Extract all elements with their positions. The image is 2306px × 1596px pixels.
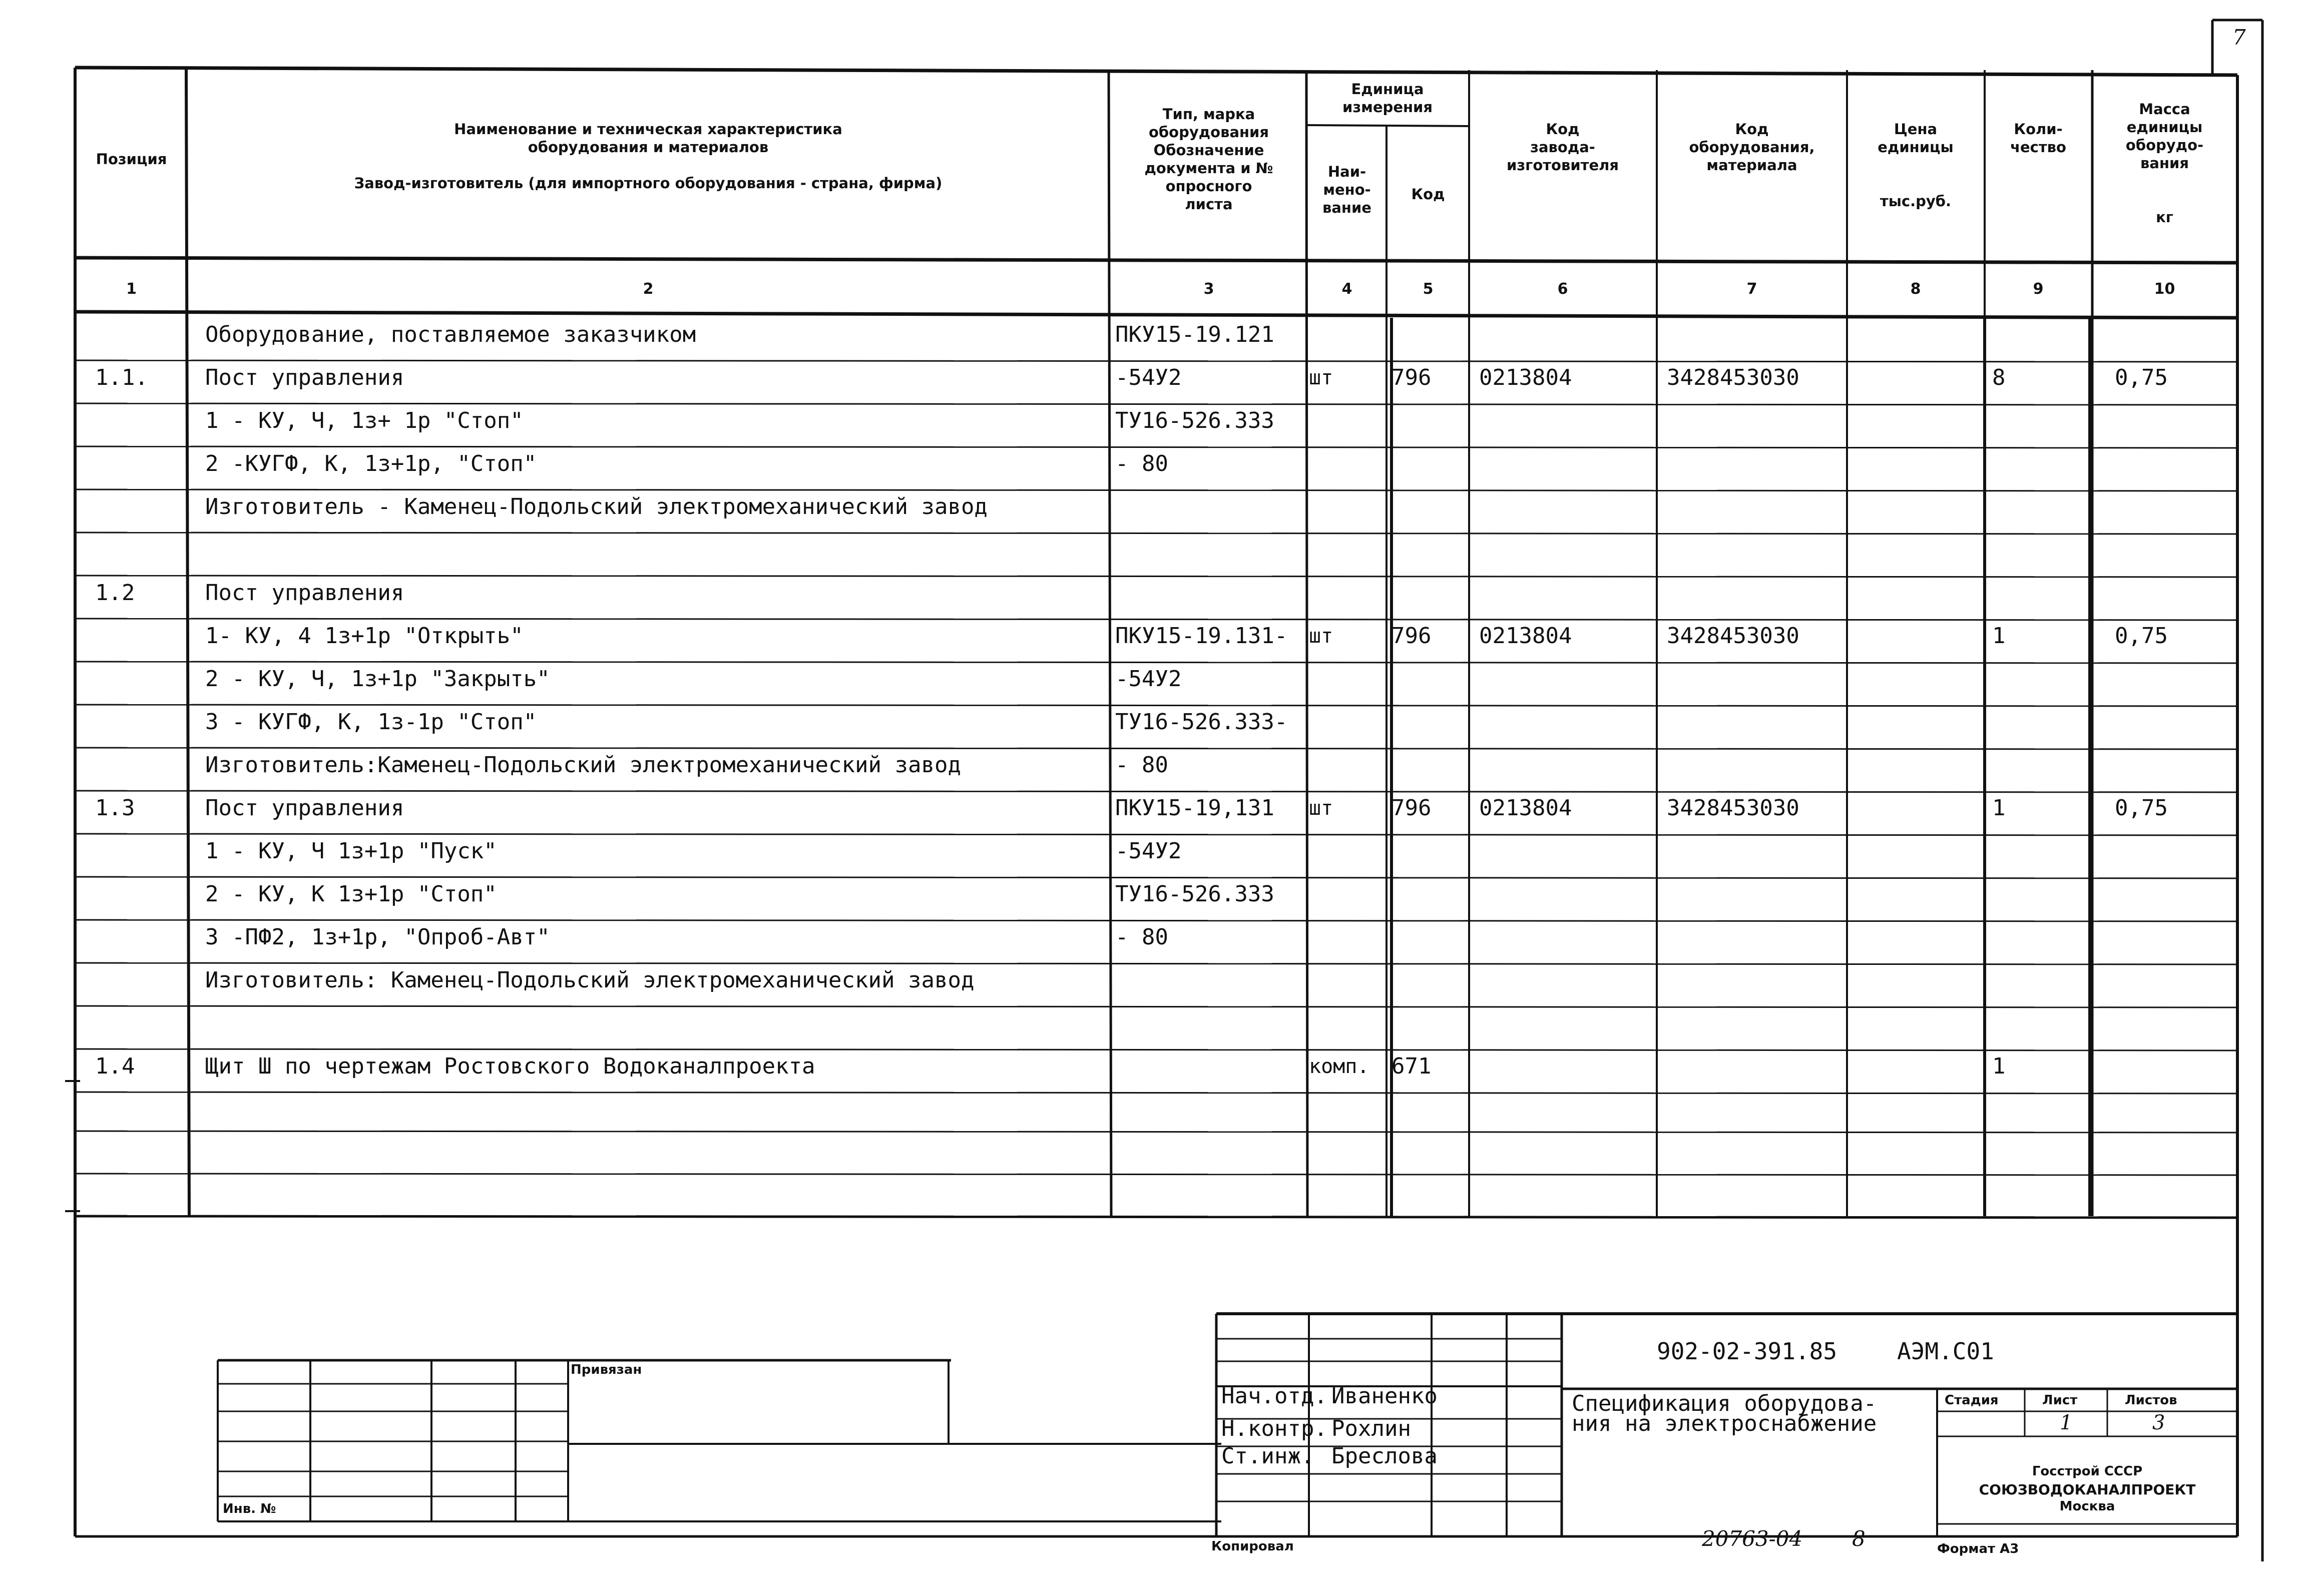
cell-factory-code: 0213804	[1479, 795, 1572, 821]
inventory-stamp: 20763-04	[1702, 1526, 1803, 1551]
cell-type: -54У2	[1115, 366, 1182, 390]
header-price: Цена единицы тыс.руб.	[1878, 121, 1954, 210]
cell-name: 2 - КУ, Ч, 1з+1р "Закрыть"	[205, 666, 550, 692]
cell-unit-code: 671	[1392, 1053, 1432, 1079]
organization-line2: СОЮЗВОДОКАНАЛПРОЕКТ	[1979, 1481, 2196, 1498]
column-number: 8	[1910, 280, 1921, 298]
cell-type: ТУ16-526.333-	[1115, 710, 1288, 734]
cell-unit-name: комп.	[1309, 1055, 1369, 1078]
cell-type: ПКУ15-19.131-	[1115, 624, 1288, 648]
cell-name: Изготовитель:Каменец-Подольский электромеханический завод	[205, 752, 961, 778]
format-label: Формат А3	[1937, 1541, 2019, 1556]
cell-type: ТУ16-526.333	[1115, 882, 1274, 906]
cell-unit-name: шт	[1309, 366, 1333, 389]
cell-name: Пост управления	[205, 365, 404, 390]
cell-type: - 80	[1115, 925, 1168, 949]
column-number: 4	[1341, 280, 1352, 298]
cell-name: Пост управления	[205, 795, 404, 821]
cell-quantity: 8	[1992, 365, 2006, 390]
document-code: 902-02-391.85	[1657, 1338, 1837, 1365]
header-equipment-code: Код оборудования, материала	[1689, 121, 1815, 174]
copied-by-label: Копировал	[1211, 1539, 1294, 1554]
cell-type: - 80	[1115, 753, 1168, 777]
cell-mass: 0,75	[2115, 365, 2168, 390]
column-number: 2	[643, 280, 654, 298]
column-number: 3	[1203, 280, 1214, 298]
stage-label: Стадия	[1945, 1393, 1999, 1408]
header-position: Позиция	[96, 151, 167, 168]
attached-label: Привязан	[571, 1362, 642, 1377]
header-quantity: Коли- чество	[2010, 121, 2066, 156]
sheet-label: Лист	[2042, 1393, 2078, 1408]
document-title-line2: ния на электроснабжение	[1572, 1411, 1877, 1436]
cell-name: Пост управления	[205, 580, 404, 606]
cell-type: ТУ16-526.333	[1115, 409, 1274, 433]
cell-type: -54У2	[1115, 667, 1182, 691]
cell-factory-code: 0213804	[1479, 623, 1572, 649]
header-name: Наименование и техническая характеристика оборудования и материалов Завод-изготовитель (для импортного оборудования - страна, фирма)	[354, 121, 943, 192]
cell-name: 2 - КУ, К 1з+1р "Стоп"	[205, 881, 497, 907]
cell-name: Изготовитель: Каменец-Подольский электромеханический завод	[205, 967, 975, 993]
cell-equipment-code: 3428453030	[1667, 623, 1799, 649]
sheets-total: 3	[2152, 1411, 2165, 1434]
column-number: 7	[1746, 280, 1757, 298]
inventory-stamp-suffix: 8	[1852, 1526, 1866, 1551]
cell-name: 1- КУ, 4 1з+1р "Открыть"	[205, 623, 524, 649]
sheet-number: 1	[2060, 1411, 2073, 1434]
header-mass: Масса единицы оборудо- вания кг	[2125, 101, 2204, 226]
document-mark: АЭМ.С01	[1897, 1338, 1994, 1365]
cell-mass: 0,75	[2115, 795, 2168, 821]
header-unit-name: Наи- мено- вание	[1322, 163, 1371, 216]
cell-equipment-code: 3428453030	[1667, 365, 1799, 390]
signature-role: Нач.отд.	[1221, 1383, 1327, 1409]
cell-position: 1.4	[95, 1053, 135, 1079]
cell-unit-code: 796	[1392, 795, 1432, 821]
cell-position: 1.2	[95, 580, 135, 606]
header-type: Тип, марка оборудования Обозначение документа и № опросного листа	[1144, 106, 1273, 213]
column-number: 10	[2154, 280, 2175, 298]
inventory-number-label: Инв. №	[223, 1501, 276, 1516]
cell-unit-code: 796	[1392, 365, 1432, 390]
cell-type: ПКУ15-19,131	[1115, 796, 1274, 820]
cell-type: ПКУ15-19.121	[1115, 323, 1274, 347]
column-number: 9	[2033, 280, 2044, 298]
signature-role: Ст.инж.	[1221, 1443, 1314, 1469]
cell-equipment-code: 3428453030	[1667, 795, 1799, 821]
signature-name: Рохлин	[1331, 1416, 1411, 1441]
cell-name: Щит Ш по чертежам Ростовского Водоканалпроекта	[205, 1053, 815, 1079]
organization-line1: Госстрой СССР	[2032, 1464, 2143, 1479]
cell-name: 3 - КУГФ, К, 1з-1р "Стоп"	[205, 709, 537, 735]
cell-name: 2 -КУГФ, К, 1з+1р, "Стоп"	[205, 451, 537, 476]
cell-name: 1 - КУ, Ч 1з+1р "Пуск"	[205, 838, 497, 864]
cell-position: 1.3	[95, 795, 135, 821]
cell-quantity: 1	[1992, 623, 2006, 649]
cell-type: - 80	[1115, 452, 1168, 476]
signature-name: Бреслова	[1331, 1443, 1438, 1469]
cell-name: 3 -ПФ2, 1з+1р, "Опроб-Авт"	[205, 924, 550, 950]
cell-unit-code: 796	[1392, 623, 1432, 649]
column-number: 5	[1423, 280, 1434, 298]
column-number: 1	[126, 280, 137, 298]
sheets-label: Листов	[2125, 1393, 2177, 1408]
cell-name: Оборудование, поставляемое заказчиком	[205, 322, 696, 347]
cell-name: Изготовитель - Каменец-Подольский электромеханический завод	[205, 494, 988, 519]
header-factory-code: Код завода- изготовителя	[1507, 121, 1619, 174]
header-unit-group: Единица измерения	[1342, 81, 1433, 116]
organization-line3: Москва	[2059, 1499, 2115, 1514]
cell-type: -54У2	[1115, 839, 1182, 863]
page-number: 7	[2232, 25, 2246, 50]
document-title-line1: Спецификация оборудова-	[1572, 1391, 1877, 1416]
cell-quantity: 1	[1992, 795, 2006, 821]
cell-unit-name: шт	[1309, 625, 1333, 648]
cell-quantity: 1	[1992, 1053, 2006, 1079]
cell-name: 1 - КУ, Ч, 1з+ 1р "Стоп"	[205, 408, 524, 433]
cell-factory-code: 0213804	[1479, 365, 1572, 390]
signature-role: Н.контр.	[1221, 1416, 1327, 1441]
cell-unit-name: шт	[1309, 797, 1333, 820]
cell-mass: 0,75	[2115, 623, 2168, 649]
signature-name: Иваненко	[1331, 1383, 1438, 1409]
column-number: 6	[1557, 280, 1568, 298]
cell-position: 1.1.	[95, 365, 148, 390]
header-unit-code: Код	[1411, 186, 1445, 203]
